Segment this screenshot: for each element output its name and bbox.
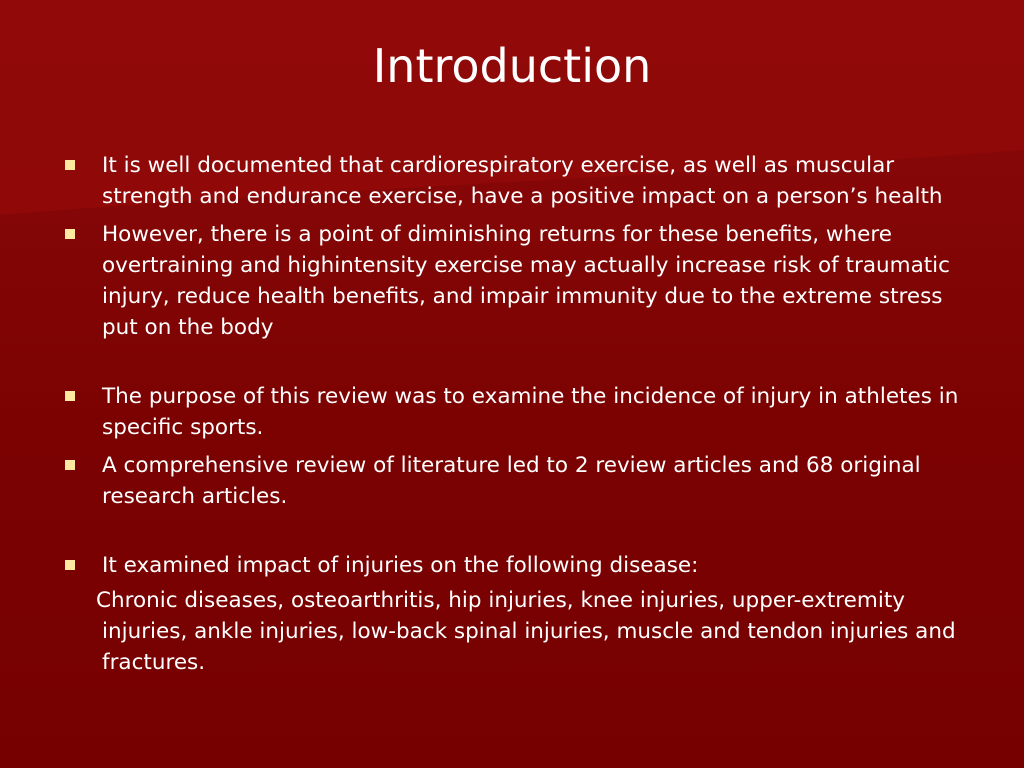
- bullet-text: The purpose of this review was to examine the incidence of injury in athletes in specific sports.: [102, 384, 959, 440]
- slide-title: Introduction: [372, 39, 652, 93]
- bullet-item: [62, 450, 967, 512]
- bullet-item: [62, 150, 967, 212]
- square-bullet-icon: [65, 391, 75, 401]
- bullet-text: A comprehensive review of literature led to 2 review articles and 68 original research articles.: [102, 453, 921, 509]
- square-bullet-icon: [65, 460, 75, 470]
- bullet-text: However, there is a point of diminishing returns for these benefits, where overtraining and highintensity exercise may actually increase risk of traumatic injury, reduce health benefits, and impair immunity due to the extreme stress put on the body: [102, 222, 950, 340]
- bullet-item: [62, 550, 967, 581]
- square-bullet-icon: [65, 160, 75, 170]
- bullet-text: It is well documented that cardiorespiratory exercise, as well as muscular strength and endurance exercise, have a positive impact on a person’s health: [102, 153, 943, 209]
- bullet-text: It examined impact of injuries on the following disease:: [102, 553, 699, 578]
- square-bullet-icon: [65, 560, 75, 570]
- bullet-list: [62, 150, 967, 678]
- square-bullet-icon: [65, 229, 75, 239]
- bullet-item: [62, 219, 967, 343]
- bullet-item: [62, 381, 967, 443]
- bullet-continuation: Chronic diseases, osteoarthritis, hip injuries, knee injuries, upper-extremity injuries, ankle injuries, low-back spinal injuries, muscle and tendon injuries and fractures.: [96, 588, 956, 675]
